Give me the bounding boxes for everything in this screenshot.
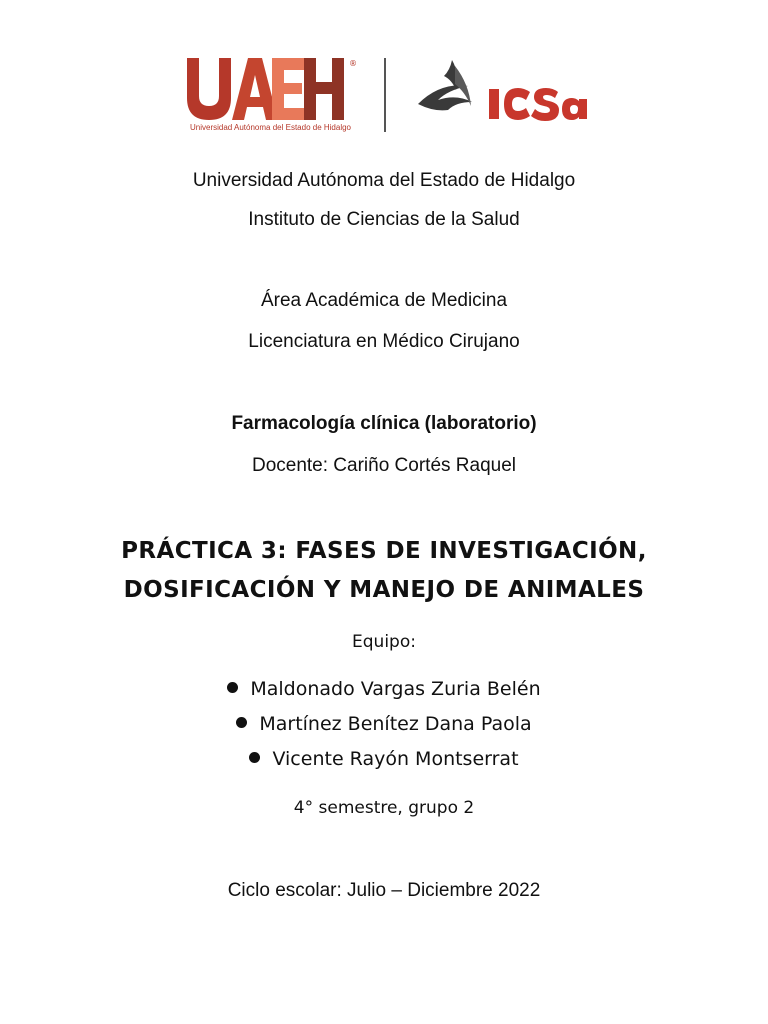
teacher-name: Docente: Cariño Cortés Raquel [251,455,517,476]
team-label: Equipo: [352,632,416,652]
svg-text:Universidad Autónoma del Estad: Universidad Autónoma del Estado de Hidalgo [190,123,351,132]
institute-name: Instituto de Ciencias de la Salud [248,209,520,230]
bullet-icon [236,717,247,728]
team-member-name: Martínez Benítez Dana Paola [259,713,532,735]
semester-group: 4° semestre, grupo 2 [293,798,475,818]
team-member [0,713,768,735]
school-cycle: Ciclo escolar: Julio – Diciembre 2022 [227,880,541,901]
practice-title-line2: DOSIFICACIÓN Y MANEJO DE ANIMALES [123,577,645,603]
team-member-name: Maldonado Vargas Zuria Belén [250,678,541,700]
practice-title-line1: PRÁCTICA 3: FASES DE INVESTIGACIÓN, [121,538,647,564]
bullet-icon [249,752,260,763]
logo-divider [384,58,386,132]
degree-name: Licenciatura en Médico Cirujano [248,331,520,352]
team-member-name: Vicente Rayón Montserrat [272,748,519,770]
course-name: Farmacología clínica (laboratorio) [231,413,537,434]
logos-graphic [0,0,768,150]
team-member [0,748,768,770]
university-name: Universidad Autónoma del Estado de Hidalgo [192,170,576,191]
team-member [0,678,768,700]
svg-text:®: ® [349,59,357,68]
logo-header [0,0,768,150]
icsa-logo [418,60,587,121]
academic-area: Área Académica de Medicina [260,290,508,311]
uaeh-logo [187,58,357,132]
bullet-icon [227,682,238,693]
